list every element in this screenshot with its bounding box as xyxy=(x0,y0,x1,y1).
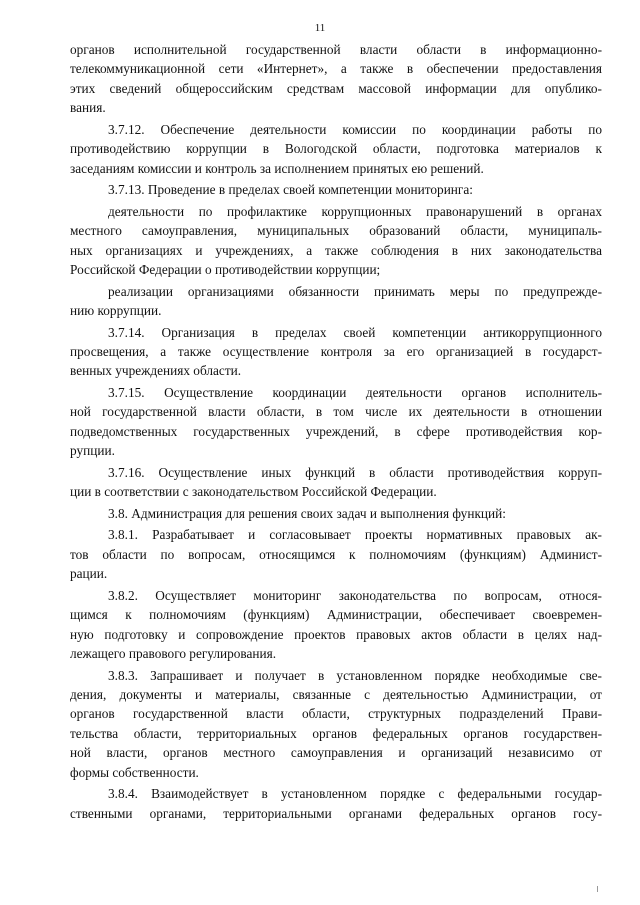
text-line: лежащего правового регулирования. xyxy=(70,646,277,662)
text-line: ных организациях и учреждениях, а также соблюдения в них законодательства xyxy=(70,242,602,258)
text-line: нию коррупции. xyxy=(70,303,162,319)
text-line: 3.8.2. Осуществляет мониторинг законодательства по вопросам, относя- xyxy=(108,587,602,603)
text-line: просвещения, а также осуществление контроля за его организацией в государст- xyxy=(70,344,602,360)
paragraph-3-8 xyxy=(70,504,602,523)
paragraph-3-8-3 xyxy=(70,666,602,782)
text-line: 3.7.13. Проведение в пределах своей компетенции мониторинга: xyxy=(108,182,473,198)
document-body xyxy=(70,40,602,825)
text-line: органов государственной власти области, структурных подразделений Прави- xyxy=(70,706,602,722)
text-line: 3.8.3. Запрашивает и получает в установленном порядке необходимые све- xyxy=(108,667,602,683)
page-number: 11 xyxy=(314,22,326,34)
paragraph-3-7-12 xyxy=(70,120,602,178)
paragraph-3-8-4 xyxy=(70,784,602,823)
text-line: деятельности по профилактике коррупционных правонарушений в органах xyxy=(108,203,602,219)
paragraph-3-7-15 xyxy=(70,383,602,461)
text-line: щимся к полномочиям (функциям) Администрации, обеспечивает своевремен- xyxy=(70,607,602,623)
text-line: тельства области, территориальных органов федеральных органов государствен- xyxy=(70,725,602,741)
text-line: Российской Федерации о противодействии коррупции; xyxy=(70,262,381,278)
text-line: реализации организациями обязанности принимать меры по предупрежде- xyxy=(108,283,602,299)
paragraph-3-7-16 xyxy=(70,463,602,502)
paragraph-3-7-14 xyxy=(70,323,602,381)
text-line: дения, документы и материалы, связанные с деятельностью Администрации, от xyxy=(70,687,602,703)
paragraph-3-7-13-a xyxy=(70,202,602,280)
text-line: тов области по вопросам, относящимся к полномочиям (функциям) Админист- xyxy=(70,546,602,562)
text-line: ной власти, органов местного самоуправления и организаций независимо от xyxy=(70,745,602,761)
text-line: венных учреждениях области. xyxy=(70,363,242,379)
paragraph-3-7-13 xyxy=(70,180,602,199)
text-line: 3.8. Администрация для решения своих задач и выполнения функций: xyxy=(108,505,506,521)
text-line: заседаниям комиссии и контроль за исполнением принятых ею решений. xyxy=(70,160,484,176)
text-line: рупции. xyxy=(70,443,115,459)
text-line: 3.7.16. Осуществление иных функций в области противодействия корруп- xyxy=(108,464,602,480)
text-line: подведомственных государственных учреждений, в сфере противодействия кор- xyxy=(70,423,602,439)
paragraph-3-8-1 xyxy=(70,525,602,583)
text-line: ции в соответствии с законодательством Российской Федерации. xyxy=(70,484,437,500)
text-line: 3.8.4. Взаимодействует в установленном порядке с федеральными государ- xyxy=(108,786,602,802)
text-line: 3.8.1. Разрабатывает и согласовывает проекты нормативных правовых ак- xyxy=(108,527,602,543)
text-line: ственными органами, территориальными органами федеральных органов госу- xyxy=(70,805,602,821)
paragraph-3-7-13-b xyxy=(70,282,602,321)
text-line: органов исполнительной государственной власти области в информационно- xyxy=(70,42,602,57)
paragraph-continuation xyxy=(70,40,602,118)
text-line: 3.7.15. Осуществление координации деятельности органов исполнитель- xyxy=(108,385,602,401)
text-line: ную подготовку и сопровождение проектов правовых актов области в целях над- xyxy=(70,626,602,642)
paragraph-3-8-2 xyxy=(70,586,602,664)
text-line: противодействию коррупции в Вологодской области, подготовка материалов к xyxy=(70,141,602,157)
text-line: вания. xyxy=(70,100,106,116)
text-line: рации. xyxy=(70,566,108,582)
text-line: ной государственной власти области, в том числе их деятельности в отношении xyxy=(70,404,602,420)
text-line: местного самоуправления, муниципальных образований области, муниципаль- xyxy=(70,223,602,239)
text-line: 3.7.14. Организация в пределах своей компетенции антикоррупционного xyxy=(108,324,602,340)
text-line: формы собственности. xyxy=(70,764,199,780)
text-line: телекоммуникационной сети «Интернет», а также в обеспечении предоставления xyxy=(70,61,602,77)
scan-margin-mark xyxy=(597,886,598,892)
text-line: 3.7.12. Обеспечение деятельности комиссии по координации работы по xyxy=(108,121,602,137)
text-line: этих сведений общероссийским средствам массовой информации для опублико- xyxy=(70,80,602,96)
